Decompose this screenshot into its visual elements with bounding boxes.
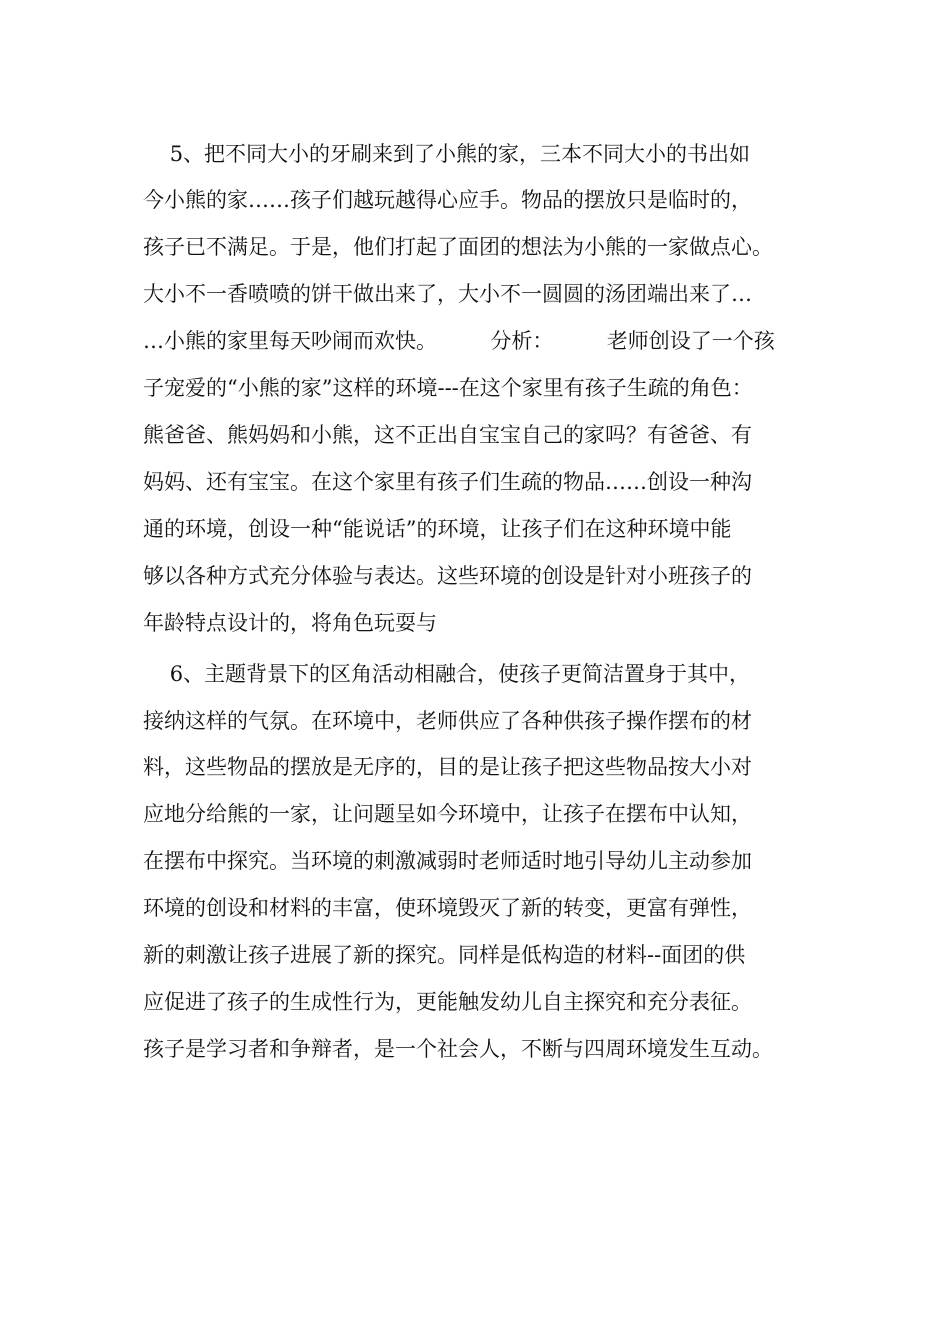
text-line: 应地分给熊的一家，让问题呈如今环境中，让孩子在摆布中认知，	[143, 802, 752, 826]
text-line: 新的刺激让孩子进展了新的探究。同样是低构造的材料--面团的供	[143, 943, 746, 967]
text-line: 孩子已不满足。于是，他们打起了面团的想法为小熊的一家做点心。	[143, 235, 773, 259]
text-line: 今小熊的家……孩子们越玩越得心应手。物品的摆放只是临时的，	[143, 188, 752, 212]
text-line: …小熊的家里每天吵闹而欢快。 分析： 老师创设了一个孩	[143, 329, 775, 353]
text-line: 在摆布中探究。当环境的刺激减弱时老师适时地引导幼儿主动参加	[143, 849, 752, 873]
text-line: 妈妈、还有宝宝。在这个家里有孩子们生疏的物品……创设一种沟	[143, 470, 752, 494]
text-line: 够以各种方式充分体验与表达。这些环境的创设是针对小班孩子的	[143, 564, 752, 588]
text-line: 大小不一香喷喷的饼干做出来了，大小不一圆圆的汤团端出来了…	[143, 282, 752, 306]
text-line: 年龄特点设计的，将角色玩耍与	[143, 611, 437, 635]
text-line: 应促进了孩子的生成性行为，更能触发幼儿自主探究和充分表征。	[143, 990, 752, 1014]
text-line: 5、把不同大小的牙刷来到了小熊的家，三本不同大小的书出如	[143, 142, 751, 166]
text-line: 环境的创设和材料的丰富，使环境毁灭了新的转变，更富有弹性，	[143, 896, 752, 920]
text-line: 通的环境，创设一种“能说话”的环境，让孩子们在这种环境中能	[143, 517, 732, 541]
text-line: 熊爸爸、熊妈妈和小熊，这不正出自宝宝自己的家吗？有爸爸、有	[143, 423, 752, 447]
text-line: 料，这些物品的摆放是无序的，目的是让孩子把这些物品按大小对	[143, 755, 752, 779]
text-line: 6、主题背景下的区角活动相融合，使孩子更简洁置身于其中，	[143, 662, 751, 686]
text-line: 子宠爱的“小熊的家”这样的环境---在这个家里有孩子生疏的角色：	[143, 376, 753, 400]
text-line: 孩子是学习者和争辩者，是一个社会人，不断与四周环境发生互动。	[143, 1037, 773, 1061]
text-line: 接纳这样的气氛。在环境中，老师供应了各种供孩子操作摆布的材	[143, 709, 752, 733]
